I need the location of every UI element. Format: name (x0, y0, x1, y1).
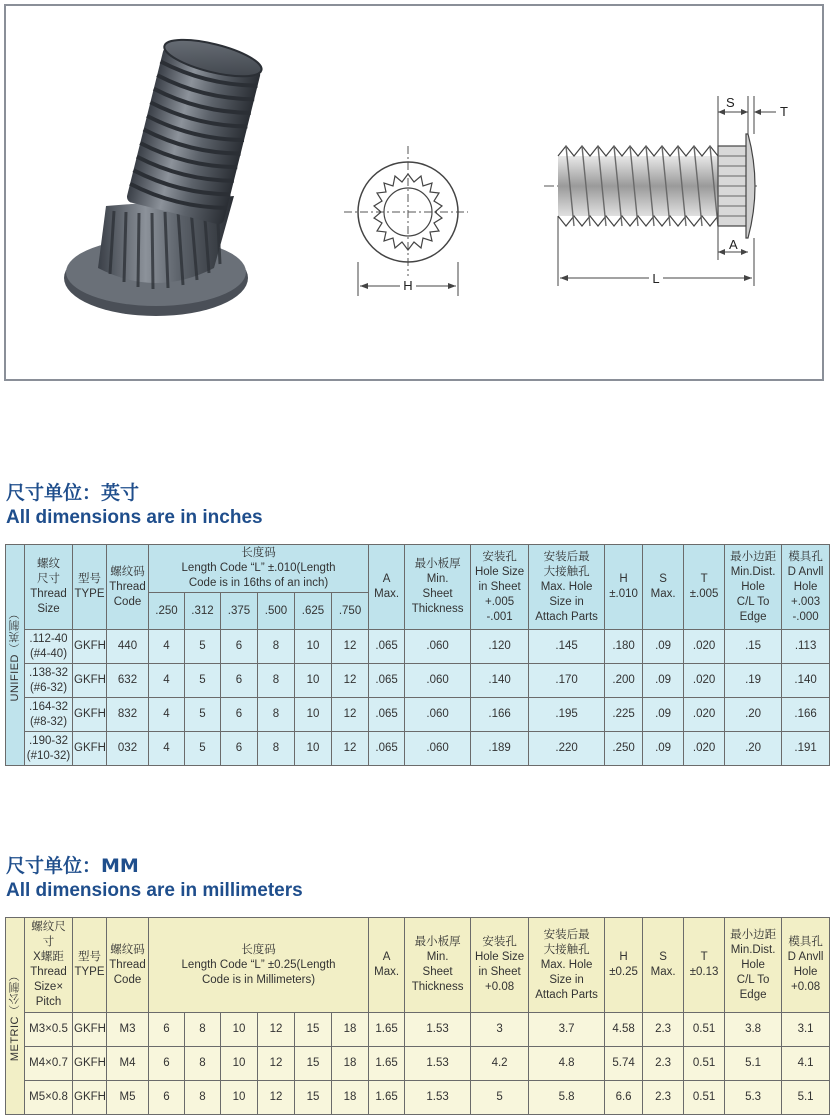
header-a-max: A Max. (369, 918, 405, 1013)
cell-code: M5 (107, 1081, 149, 1115)
header-min-sheet: 最小板厚 Min. Sheet Thickness (405, 545, 471, 630)
cell-thread-size: .112-40 (#4-40) (25, 630, 73, 664)
header-length-value: .250 (149, 593, 185, 630)
cell-length: 6 (221, 732, 258, 766)
cell-dist: .15 (725, 630, 782, 664)
table-row (6, 1047, 830, 1081)
cell-length: 5 (185, 732, 221, 766)
header-anvil: 模具孔 D Anvll Hole +0.08 (782, 918, 830, 1013)
cell-t: .020 (684, 664, 725, 698)
end-view-drawing (344, 146, 468, 296)
dim-label-l: L (652, 271, 660, 286)
cell-anvil: 5.1 (782, 1081, 830, 1115)
unified-side-label: UNIFIED（英制） (8, 608, 21, 702)
header-length-value: .750 (332, 593, 369, 630)
cell-hole: .140 (471, 664, 529, 698)
cell-h: 4.58 (605, 1013, 643, 1047)
cell-s: .09 (643, 732, 684, 766)
cell-thread-size: M3×0.5 (25, 1013, 73, 1047)
inch-section-title-en: All dimensions are in inches (6, 507, 263, 528)
cell-h: 6.6 (605, 1081, 643, 1115)
cell-t: .020 (684, 698, 725, 732)
header-type: 型号 TYPE (73, 918, 107, 1013)
table-row (6, 1013, 830, 1047)
cell-length: 12 (258, 1013, 295, 1047)
header-s: S Max. (643, 918, 684, 1013)
cell-length: 4 (149, 630, 185, 664)
header-length-value: .312 (185, 593, 221, 630)
cell-anvil: .166 (782, 698, 830, 732)
cell-max-hole: 5.8 (529, 1081, 605, 1115)
header-hole-size: 安装孔 Hole Size in Sheet +.005 -.001 (471, 545, 529, 630)
cell-h: .225 (605, 698, 643, 732)
cell-code: M3 (107, 1013, 149, 1047)
metric-spec-table (5, 917, 830, 1115)
cell-length: 12 (332, 698, 369, 732)
dim-label-h: H (403, 278, 413, 293)
cell-max-hole: .195 (529, 698, 605, 732)
cell-h: .250 (605, 732, 643, 766)
cell-anvil: .113 (782, 630, 830, 664)
header-thread-code: 螺纹码 Thread Code (107, 545, 149, 630)
cell-thread-size: .164-32 (#8-32) (25, 698, 73, 732)
cell-dist: .20 (725, 732, 782, 766)
header-length-value: .375 (221, 593, 258, 630)
header-h: H ±.010 (605, 545, 643, 630)
cell-h: .200 (605, 664, 643, 698)
cell-length: 10 (295, 732, 332, 766)
cell-type: GKFH (73, 1047, 107, 1081)
cell-dist: .20 (725, 698, 782, 732)
cell-length: 10 (221, 1081, 258, 1115)
cell-length: 4 (149, 732, 185, 766)
cell-length: 6 (149, 1047, 185, 1081)
cell-s: .09 (643, 630, 684, 664)
cell-s: .09 (643, 698, 684, 732)
header-length-value: .625 (295, 593, 332, 630)
header-max-hole: 安装后最 大接触孔 Max. Hole Size in Attach Parts (529, 918, 605, 1013)
cell-code: 440 (107, 630, 149, 664)
cell-thread-size: .138-32 (#6-32) (25, 664, 73, 698)
cell-length: 6 (221, 664, 258, 698)
metric-side-label-cell (6, 918, 25, 1115)
cell-length: 12 (258, 1047, 295, 1081)
cell-type: GKFH (73, 1013, 107, 1047)
cell-t: 0.51 (684, 1047, 725, 1081)
cell-max-hole: 3.7 (529, 1013, 605, 1047)
cell-length: 8 (185, 1081, 221, 1115)
header-min-dist: 最小边距 Min.Dist. Hole C/L To Edge (725, 545, 782, 630)
cell-max-hole: .170 (529, 664, 605, 698)
cell-length: 10 (295, 698, 332, 732)
header-anvil: 模具孔 D Anvll Hole +.003 -.000 (782, 545, 830, 630)
table-row (6, 1081, 830, 1115)
cell-a: 1.65 (369, 1047, 405, 1081)
cell-length: 6 (221, 630, 258, 664)
header-length-code: 长度码 Length Code “L” ±0.25(Length Code is in Millimeters) (149, 918, 369, 1013)
cell-max-hole: .220 (529, 732, 605, 766)
header-min-dist: 最小边距 Min.Dist. Hole C/L To Edge (725, 918, 782, 1013)
mm-section-title-cn: 尺寸单位：MM (6, 855, 139, 877)
cell-length: 18 (332, 1081, 369, 1115)
header-t: T ±.005 (684, 545, 725, 630)
cell-dist: 5.1 (725, 1047, 782, 1081)
cell-length: 4 (149, 664, 185, 698)
cell-type: GKFH (73, 698, 107, 732)
header-thread-size: 螺纹 尺寸 Thread Size (25, 545, 73, 630)
cell-length: 8 (258, 630, 295, 664)
cell-dist: 3.8 (725, 1013, 782, 1047)
cell-length: 6 (149, 1013, 185, 1047)
cell-sheet: .060 (405, 630, 471, 664)
cell-length: 8 (258, 698, 295, 732)
header-hole-size: 安装孔 Hole Size in Sheet +0.08 (471, 918, 529, 1013)
header-t: T ±0.13 (684, 918, 725, 1013)
table-row (6, 664, 830, 698)
cell-length: 12 (332, 630, 369, 664)
cell-length: 15 (295, 1047, 332, 1081)
header-thread-size: 螺纹尺寸 X螺距 Thread Size× Pitch (25, 918, 73, 1013)
cell-dist: 5.3 (725, 1081, 782, 1115)
header-length-value: .500 (258, 593, 295, 630)
cell-length: 10 (295, 630, 332, 664)
cell-anvil: 4.1 (782, 1047, 830, 1081)
cell-a: .065 (369, 630, 405, 664)
side-view-drawing (544, 95, 788, 286)
header-a-max: A Max. (369, 545, 405, 630)
cell-length: 6 (149, 1081, 185, 1115)
dim-label-a: A (729, 237, 738, 252)
dim-label-s: S (726, 95, 735, 110)
cell-length: 18 (332, 1013, 369, 1047)
cell-hole: .120 (471, 630, 529, 664)
cell-thread-size: M4×0.7 (25, 1047, 73, 1081)
metric-side-label: METRIC（公制） (8, 970, 21, 1062)
cell-length: 15 (295, 1081, 332, 1115)
cell-length: 15 (295, 1013, 332, 1047)
header-thread-code: 螺纹码 Thread Code (107, 918, 149, 1013)
cell-length: 18 (332, 1047, 369, 1081)
cell-type: GKFH (73, 1081, 107, 1115)
cell-sheet: .060 (405, 698, 471, 732)
cell-length: 8 (258, 732, 295, 766)
header-s: S Max. (643, 545, 684, 630)
cell-length: 8 (185, 1013, 221, 1047)
cell-length: 5 (185, 664, 221, 698)
cell-hole: .166 (471, 698, 529, 732)
cell-t: 0.51 (684, 1013, 725, 1047)
table-row (6, 732, 830, 766)
cell-length: 10 (221, 1013, 258, 1047)
cell-sheet: .060 (405, 664, 471, 698)
cell-length: 10 (295, 664, 332, 698)
cell-length: 10 (221, 1047, 258, 1081)
cell-hole: 3 (471, 1013, 529, 1047)
cell-length: 8 (258, 664, 295, 698)
cell-s: 2.3 (643, 1013, 684, 1047)
cell-length: 8 (185, 1047, 221, 1081)
mm-section-title-en: All dimensions are in millimeters (6, 880, 303, 901)
cell-max-hole: 4.8 (529, 1047, 605, 1081)
header-h: H ±0.25 (605, 918, 643, 1013)
table-row (6, 630, 830, 664)
cell-s: .09 (643, 664, 684, 698)
cell-length: 6 (221, 698, 258, 732)
cell-s: 2.3 (643, 1081, 684, 1115)
product-figure (4, 4, 824, 381)
cell-a: .065 (369, 664, 405, 698)
cell-length: 4 (149, 698, 185, 732)
unified-side-label-cell (6, 545, 25, 766)
cell-h: .180 (605, 630, 643, 664)
cell-length: 12 (332, 732, 369, 766)
cell-a: 1.65 (369, 1013, 405, 1047)
cell-length: 5 (185, 698, 221, 732)
unified-spec-table (5, 544, 830, 766)
header-max-hole: 安装后最 大接触孔 Max. Hole Size in Attach Parts (529, 545, 605, 630)
cell-h: 5.74 (605, 1047, 643, 1081)
cell-hole: 5 (471, 1081, 529, 1115)
cell-sheet: .060 (405, 732, 471, 766)
cell-anvil: .140 (782, 664, 830, 698)
cell-t: .020 (684, 732, 725, 766)
table-row (6, 698, 830, 732)
header-type: 型号 TYPE (73, 545, 107, 630)
cell-length: 5 (185, 630, 221, 664)
cell-type: GKFH (73, 732, 107, 766)
cell-type: GKFH (73, 630, 107, 664)
cell-sheet: 1.53 (405, 1081, 471, 1115)
cell-t: .020 (684, 630, 725, 664)
cell-a: .065 (369, 698, 405, 732)
cell-max-hole: .145 (529, 630, 605, 664)
cell-anvil: 3.1 (782, 1013, 830, 1047)
cell-code: 832 (107, 698, 149, 732)
cell-a: 1.65 (369, 1081, 405, 1115)
cell-code: 032 (107, 732, 149, 766)
cell-code: 632 (107, 664, 149, 698)
stud-photo (64, 32, 265, 316)
cell-thread-size: M5×0.8 (25, 1081, 73, 1115)
cell-thread-size: .190-32 (#10-32) (25, 732, 73, 766)
fastener-drawings (6, 6, 822, 379)
dim-label-t: T (780, 104, 788, 119)
cell-t: 0.51 (684, 1081, 725, 1115)
cell-hole: 4.2 (471, 1047, 529, 1081)
cell-anvil: .191 (782, 732, 830, 766)
cell-type: GKFH (73, 664, 107, 698)
cell-s: 2.3 (643, 1047, 684, 1081)
cell-a: .065 (369, 732, 405, 766)
cell-dist: .19 (725, 664, 782, 698)
cell-sheet: 1.53 (405, 1013, 471, 1047)
cell-length: 12 (258, 1081, 295, 1115)
inch-section-title-cn: 尺寸单位：英寸 (6, 482, 140, 504)
cell-hole: .189 (471, 732, 529, 766)
header-min-sheet: 最小板厚 Min. Sheet Thickness (405, 918, 471, 1013)
cell-sheet: 1.53 (405, 1047, 471, 1081)
header-length-code: 长度码 Length Code “L” ±.010(Length Code is in 16ths of an inch) (149, 545, 369, 593)
cell-code: M4 (107, 1047, 149, 1081)
cell-length: 12 (332, 664, 369, 698)
